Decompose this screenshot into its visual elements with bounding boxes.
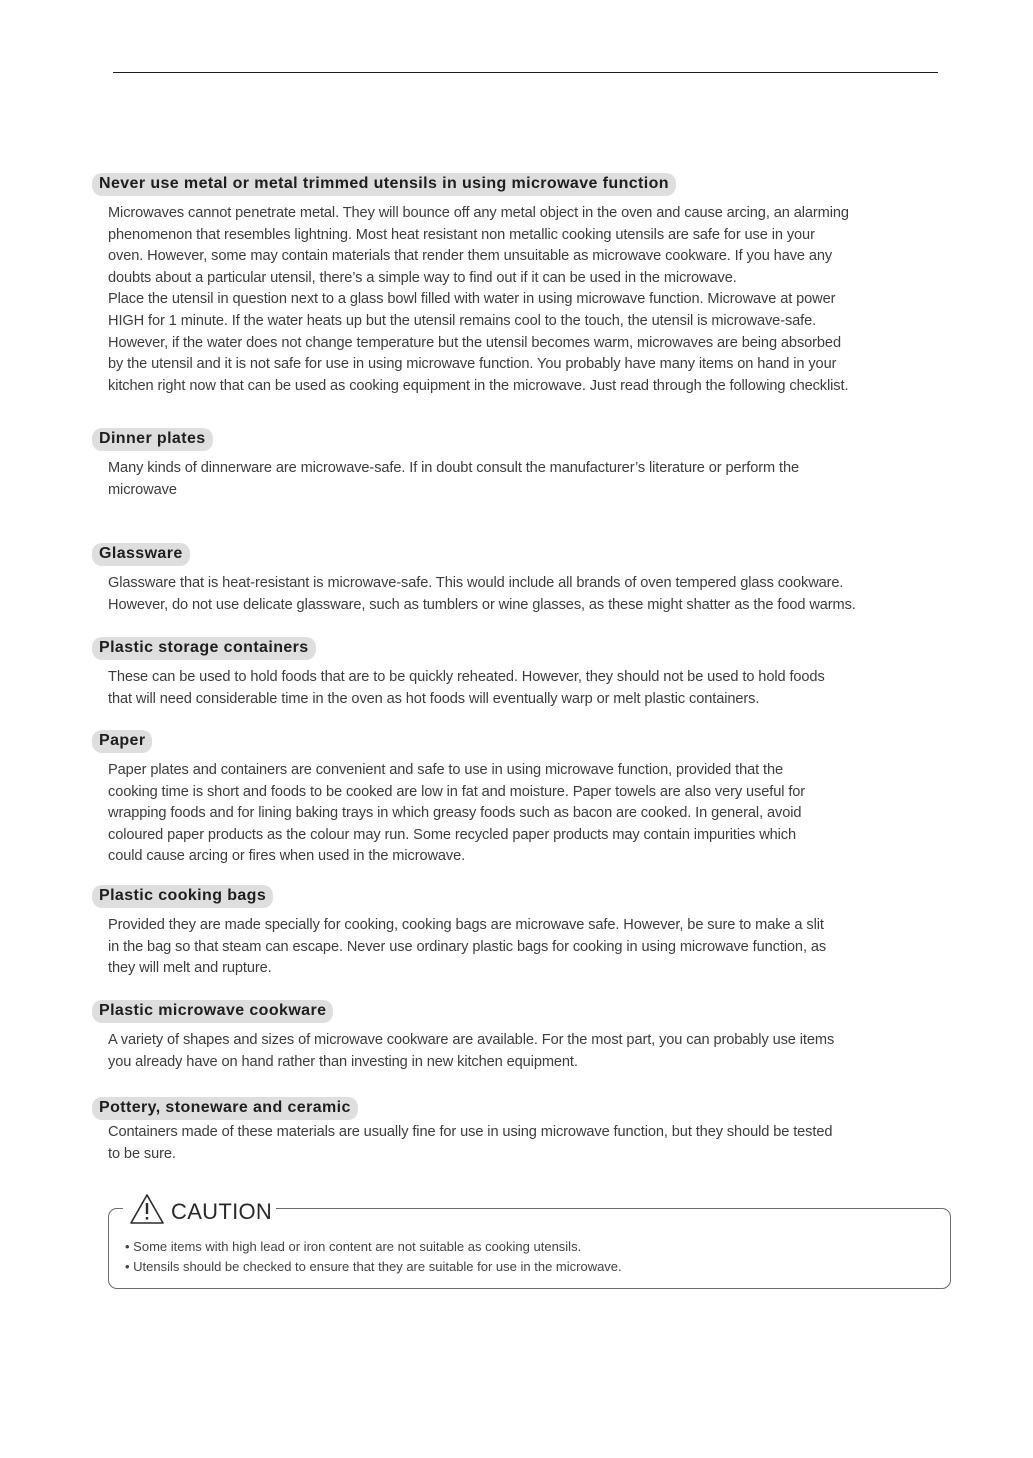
body-line: to be sure. bbox=[108, 1145, 176, 1162]
body-line: However, do not use delicate glassware, such as tumblers or wine glasses, as these might shatter as the food warms. bbox=[108, 596, 856, 613]
caution-list bbox=[125, 1237, 622, 1277]
section-body bbox=[108, 1030, 942, 1073]
body-line: you already have on hand rather than investing in new kitchen equipment. bbox=[108, 1053, 578, 1070]
section-heading: Pottery, stoneware and ceramic bbox=[92, 1097, 358, 1120]
caution-item: • Utensils should be checked to ensure that they are suitable for use in the microwave. bbox=[125, 1259, 622, 1274]
section-heading: Plastic microwave cookware bbox=[92, 1000, 333, 1023]
body-line: However, if the water does not change temperature but the utensil becomes warm, microwaves are being absorbed bbox=[108, 334, 841, 351]
section-heading: Glassware bbox=[92, 543, 190, 566]
caution-item: • Some items with high lead or iron content are not suitable as cooking utensils. bbox=[125, 1239, 582, 1254]
body-line: Glassware that is heat-resistant is microwave-safe. This would include all brands of oven tempered glass cookware. bbox=[108, 575, 844, 591]
section-glassware bbox=[92, 543, 942, 616]
body-line: A variety of shapes and sizes of microwave cookware are available. For the most part, you can probably use items bbox=[108, 1032, 835, 1048]
section-body bbox=[108, 760, 942, 868]
body-line: could cause arcing or fires when used in the microwave. bbox=[108, 848, 466, 865]
section-body bbox=[108, 915, 942, 980]
section-heading: Paper bbox=[92, 730, 152, 753]
body-line: they will melt and rupture. bbox=[108, 960, 272, 977]
body-line: wrapping foods and for lining baking trays in which greasy foods such as bacon are cooked. In general, avoid bbox=[108, 805, 802, 822]
body-line: in the bag so that steam can escape. Never use ordinary plastic bags for cooking in using microwave function, as bbox=[108, 938, 827, 955]
caution-title: CAUTION bbox=[171, 1198, 273, 1224]
body-line: phenomenon that resembles lightning. Most heat resistant non metallic cooking utensils are safe for use in your bbox=[108, 226, 815, 243]
section-plastic-storage bbox=[92, 637, 942, 710]
section-heading: Dinner plates bbox=[92, 428, 213, 451]
body-line: Paper plates and containers are convenient and safe to use in using microwave function, provided that the bbox=[108, 762, 784, 778]
body-line: cooking time is short and foods to be cooked are low in fat and moisture. Paper towels are also very useful for bbox=[108, 783, 806, 800]
body-line: HIGH for 1 minute. If the water heats up but the utensil remains cool to the touch, the utensil is microwave-safe. bbox=[108, 312, 817, 329]
body-line: doubts about a particular utensil, there’s a simple way to find out if it can be used in the microwave. bbox=[108, 269, 737, 286]
section-metal-utensils bbox=[92, 173, 942, 397]
body-line: Many kinds of dinnerware are microwave-safe. If in doubt consult the manufacturer’s literature or perform the bbox=[108, 460, 800, 476]
body-line: oven. However, some may contain materials that render them unsuitable as microwave cookware. If you have any bbox=[108, 248, 833, 265]
section-paper bbox=[92, 730, 942, 868]
body-line: Place the utensil in question next to a glass bowl filled with water in using microwave function. Microwave at power bbox=[108, 291, 836, 308]
body-line: These can be used to hold foods that are to be quickly reheated. However, they should not be used to hold foods bbox=[108, 669, 825, 685]
body-line: microwave bbox=[108, 481, 177, 498]
body-line: coloured paper products as the colour may run. Some recycled paper products may contain impurities which bbox=[108, 826, 797, 843]
section-body bbox=[108, 458, 942, 501]
section-body bbox=[108, 573, 942, 616]
section-body bbox=[108, 1122, 942, 1165]
section-pottery bbox=[92, 1097, 942, 1165]
section-microwave-cookware bbox=[92, 1000, 942, 1073]
body-line: kitchen right now that can be used as cooking equipment in the microwave. Just read through the following checklist. bbox=[108, 377, 849, 394]
body-line: that will need considerable time in the oven as hot foods will eventually warp or melt plastic containers. bbox=[108, 690, 760, 707]
body-line: Containers made of these materials are usually fine for use in using microwave function, but they should be tested bbox=[108, 1124, 833, 1140]
body-line: Microwaves cannot penetrate metal. They will bounce off any metal object in the oven and cause arcing, an alarming bbox=[108, 205, 849, 221]
section-heading: Never use metal or metal trimmed utensils in using microwave function bbox=[92, 173, 676, 196]
section-dinner-plates bbox=[92, 428, 942, 501]
body-line: Provided they are made specially for cooking, cooking bags are microwave safe. However, be sure to make a slit bbox=[108, 917, 824, 933]
section-body bbox=[108, 667, 942, 710]
caution-header bbox=[123, 1193, 276, 1230]
body-line: by the utensil and it is not safe for use in using microwave function. You probably have many items on hand in your bbox=[108, 356, 837, 373]
warning-triangle-icon bbox=[129, 1193, 165, 1230]
section-cooking-bags bbox=[92, 885, 942, 980]
section-body bbox=[108, 203, 942, 397]
section-heading: Plastic storage containers bbox=[92, 637, 316, 660]
header-rule bbox=[113, 72, 938, 73]
section-heading: Plastic cooking bags bbox=[92, 885, 273, 908]
caution-box bbox=[108, 1198, 951, 1289]
